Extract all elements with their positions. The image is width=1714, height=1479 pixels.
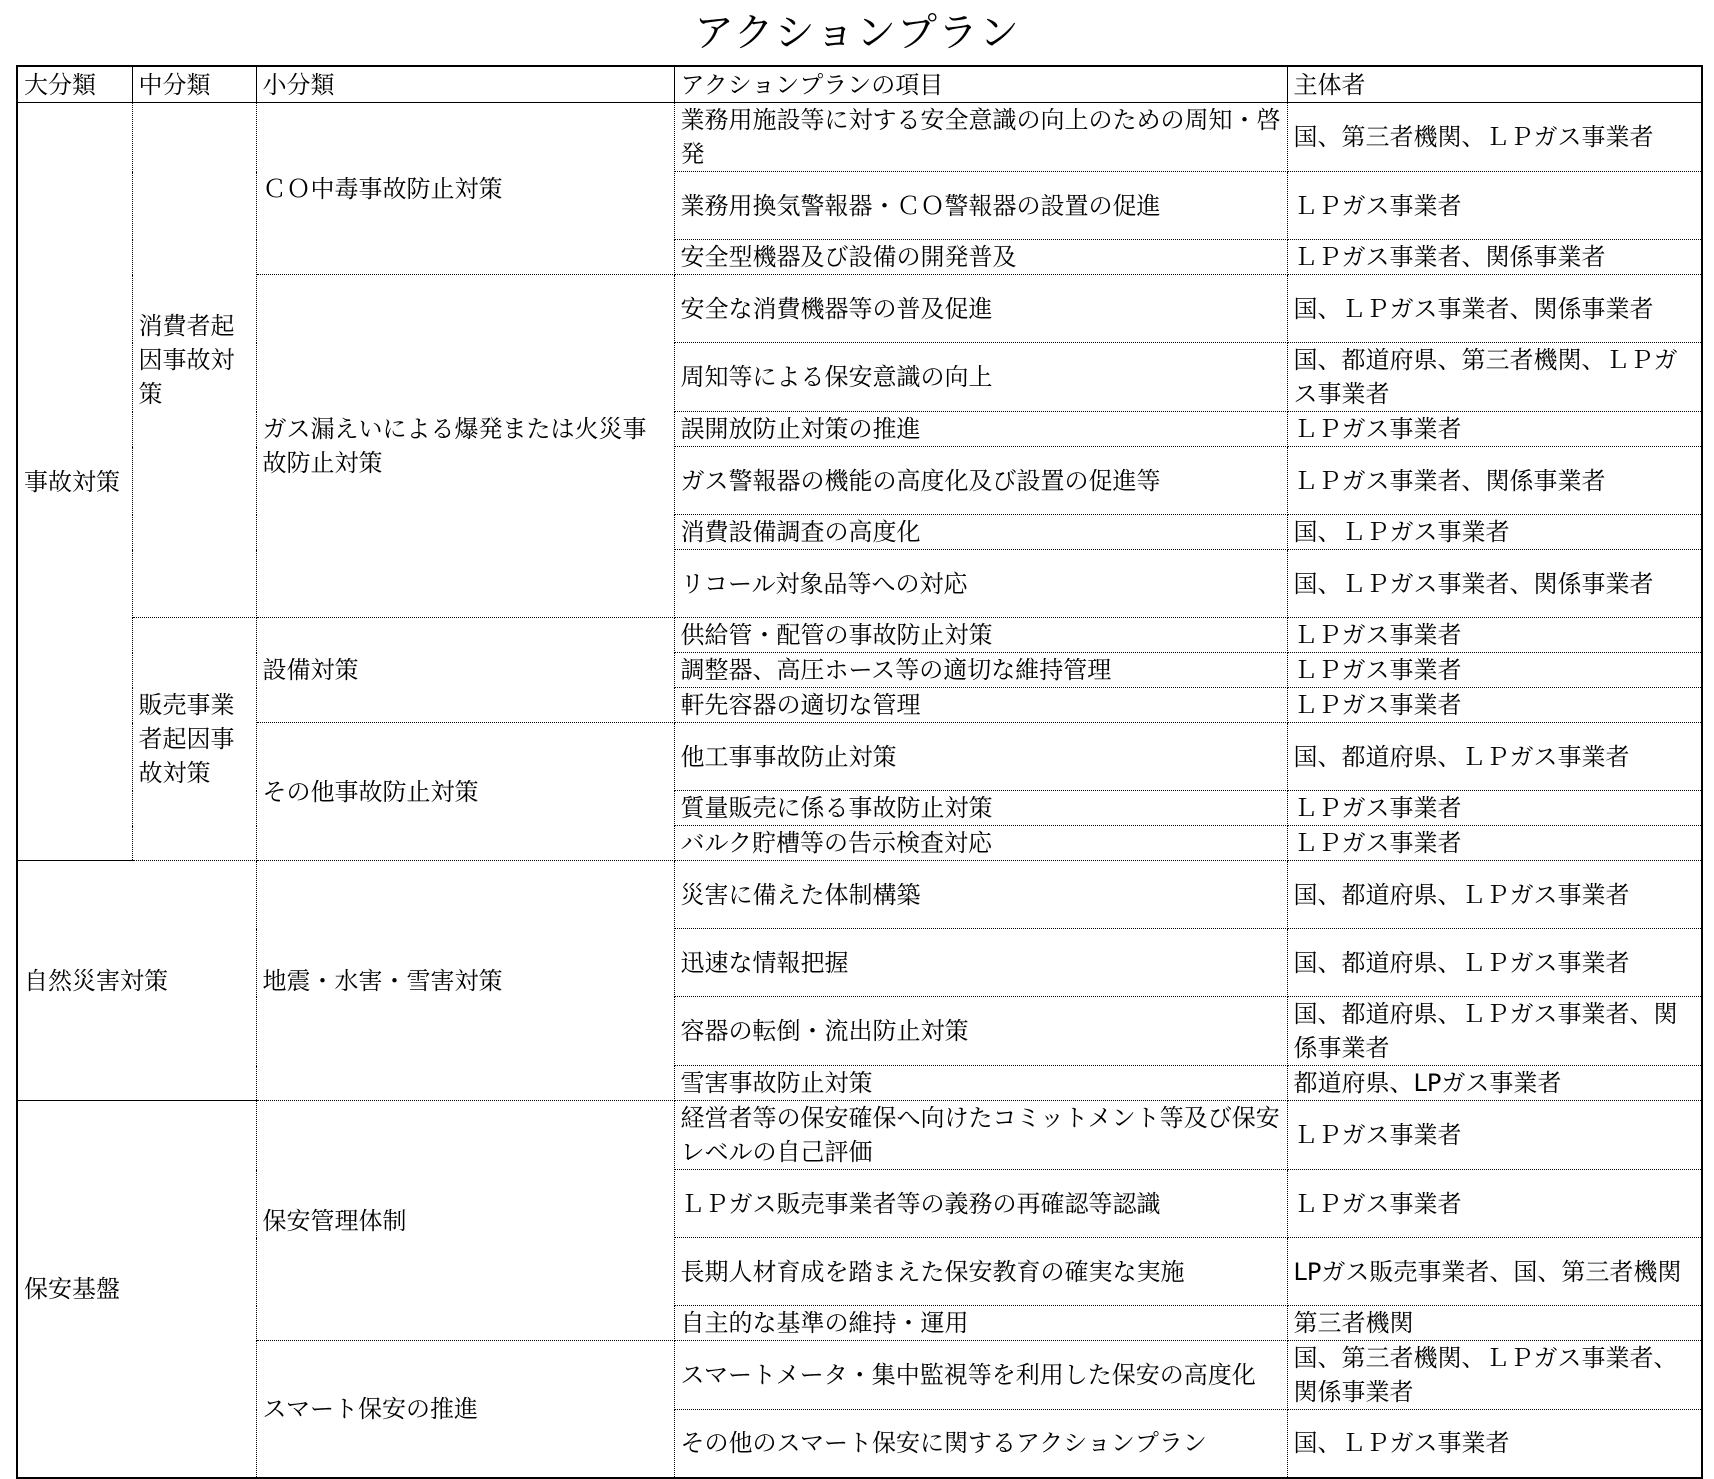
table-row	[17, 618, 1702, 653]
actor-cell: ＬＰガス事業者	[1287, 412, 1702, 447]
item-cell: 業務用換気警報器・ＣＯ警報器の設置の促進	[674, 172, 1287, 240]
table-row	[17, 275, 1702, 343]
item-cell: ＬＰガス販売事業者等の義務の再確認等認識	[674, 1170, 1287, 1238]
actor-cell: ＬＰガス事業者	[1287, 791, 1702, 826]
item-cell: 雪害事故防止対策	[674, 1066, 1287, 1101]
actor-cell: 国、ＬＰガス事業者	[1287, 515, 1702, 550]
major-base: 保安基盤	[17, 1101, 256, 1478]
minor-smart: スマート保安の推進	[256, 1341, 674, 1478]
actor-cell: 国、都道府県、ＬＰガス事業者	[1287, 929, 1702, 997]
header-item: アクションプランの項目	[674, 66, 1287, 103]
item-cell: 業務用施設等に対する安全意識の向上のための周知・啓発	[674, 103, 1287, 172]
page-title: アクションプラン	[694, 10, 1020, 56]
header-row	[17, 66, 1702, 103]
minor-leak: ガス漏えいによる爆発または火災事故防止対策	[256, 275, 674, 618]
actor-cell: ＬＰガス事業者	[1287, 618, 1702, 653]
actor-cell: 都道府県、LPガス事業者	[1287, 1066, 1702, 1101]
table-row	[17, 723, 1702, 791]
item-cell: 他工事事故防止対策	[674, 723, 1287, 791]
actor-cell: ＬＰガス事業者、関係事業者	[1287, 240, 1702, 275]
item-cell: 軒先容器の適切な管理	[674, 688, 1287, 723]
actor-cell: 国、第三者機関、ＬＰガス事業者	[1287, 103, 1702, 172]
item-cell: 消費設備調査の高度化	[674, 515, 1287, 550]
actor-cell: ＬＰガス事業者	[1287, 653, 1702, 688]
actor-cell: 国、都道府県、ＬＰガス事業者、関係事業者	[1287, 997, 1702, 1066]
actor-cell: ＬＰガス事業者、関係事業者	[1287, 447, 1702, 515]
action-plan-table	[16, 65, 1703, 1479]
item-cell: 容器の転倒・流出防止対策	[674, 997, 1287, 1066]
item-cell: 安全型機器及び設備の開発普及	[674, 240, 1287, 275]
item-cell: 迅速な情報把握	[674, 929, 1287, 997]
actor-cell: ＬＰガス事業者	[1287, 826, 1702, 861]
actor-cell: 国、ＬＰガス事業者	[1287, 1410, 1702, 1478]
item-cell: 供給管・配管の事故防止対策	[674, 618, 1287, 653]
item-cell: 調整器、高圧ホース等の適切な維持管理	[674, 653, 1287, 688]
minor-co: ＣＯ中毒事故防止対策	[256, 103, 674, 275]
item-cell: その他のスマート保安に関するアクションプラン	[674, 1410, 1287, 1478]
item-cell: 経営者等の保安確保へ向けたコミットメント等及び保安レベルの自己評価	[674, 1101, 1287, 1170]
table-row	[17, 861, 1702, 929]
header-minor: 小分類	[256, 66, 674, 103]
actor-cell: 国、ＬＰガス事業者、関係事業者	[1287, 550, 1702, 618]
actor-cell: ＬＰガス事業者	[1287, 1101, 1702, 1170]
actor-cell: 第三者機関	[1287, 1306, 1702, 1341]
table-row	[17, 103, 1702, 172]
item-cell: 自主的な基準の維持・運用	[674, 1306, 1287, 1341]
actor-cell: ＬＰガス事業者	[1287, 688, 1702, 723]
minor-other: その他事故防止対策	[256, 723, 674, 861]
table-row	[17, 1101, 1702, 1170]
header-actor: 主体者	[1287, 66, 1702, 103]
actor-cell: ＬＰガス事業者	[1287, 172, 1702, 240]
item-cell: バルク貯槽等の告示検査対応	[674, 826, 1287, 861]
item-cell: 質量販売に係る事故防止対策	[674, 791, 1287, 826]
actor-cell: 国、都道府県、ＬＰガス事業者	[1287, 861, 1702, 929]
item-cell: スマートメータ・集中監視等を利用した保安の高度化	[674, 1341, 1287, 1410]
header-major: 大分類	[17, 66, 132, 103]
header-middle: 中分類	[132, 66, 256, 103]
minor-equip: 設備対策	[256, 618, 674, 723]
item-cell: ガス警報器の機能の高度化及び設置の促進等	[674, 447, 1287, 515]
item-cell: 周知等による保安意識の向上	[674, 343, 1287, 412]
actor-cell: ＬＰガス事業者	[1287, 1170, 1702, 1238]
actor-cell: 国、都道府県、ＬＰガス事業者	[1287, 723, 1702, 791]
item-cell: 長期人材育成を踏まえた保安教育の確実な実施	[674, 1238, 1287, 1306]
actor-cell: 国、都道府県、第三者機関、ＬＰガス事業者	[1287, 343, 1702, 412]
minor-quake: 地震・水害・雪害対策	[256, 861, 674, 1101]
item-cell: リコール対象品等への対応	[674, 550, 1287, 618]
item-cell: 安全な消費機器等の普及促進	[674, 275, 1287, 343]
item-cell: 災害に備えた体制構築	[674, 861, 1287, 929]
actor-cell: LPガス販売事業者、国、第三者機関	[1287, 1238, 1702, 1306]
table-row	[17, 1341, 1702, 1410]
item-cell: 誤開放防止対策の推進	[674, 412, 1287, 447]
major-accident: 事故対策	[17, 103, 132, 861]
middle-seller: 販売事業者起因事故対策	[132, 618, 256, 861]
major-disaster: 自然災害対策	[17, 861, 256, 1101]
actor-cell: 国、ＬＰガス事業者、関係事業者	[1287, 275, 1702, 343]
minor-mgmt: 保安管理体制	[256, 1101, 674, 1341]
middle-consumer: 消費者起因事故対策	[132, 103, 256, 618]
actor-cell: 国、第三者機関、ＬＰガス事業者、関係事業者	[1287, 1341, 1702, 1410]
